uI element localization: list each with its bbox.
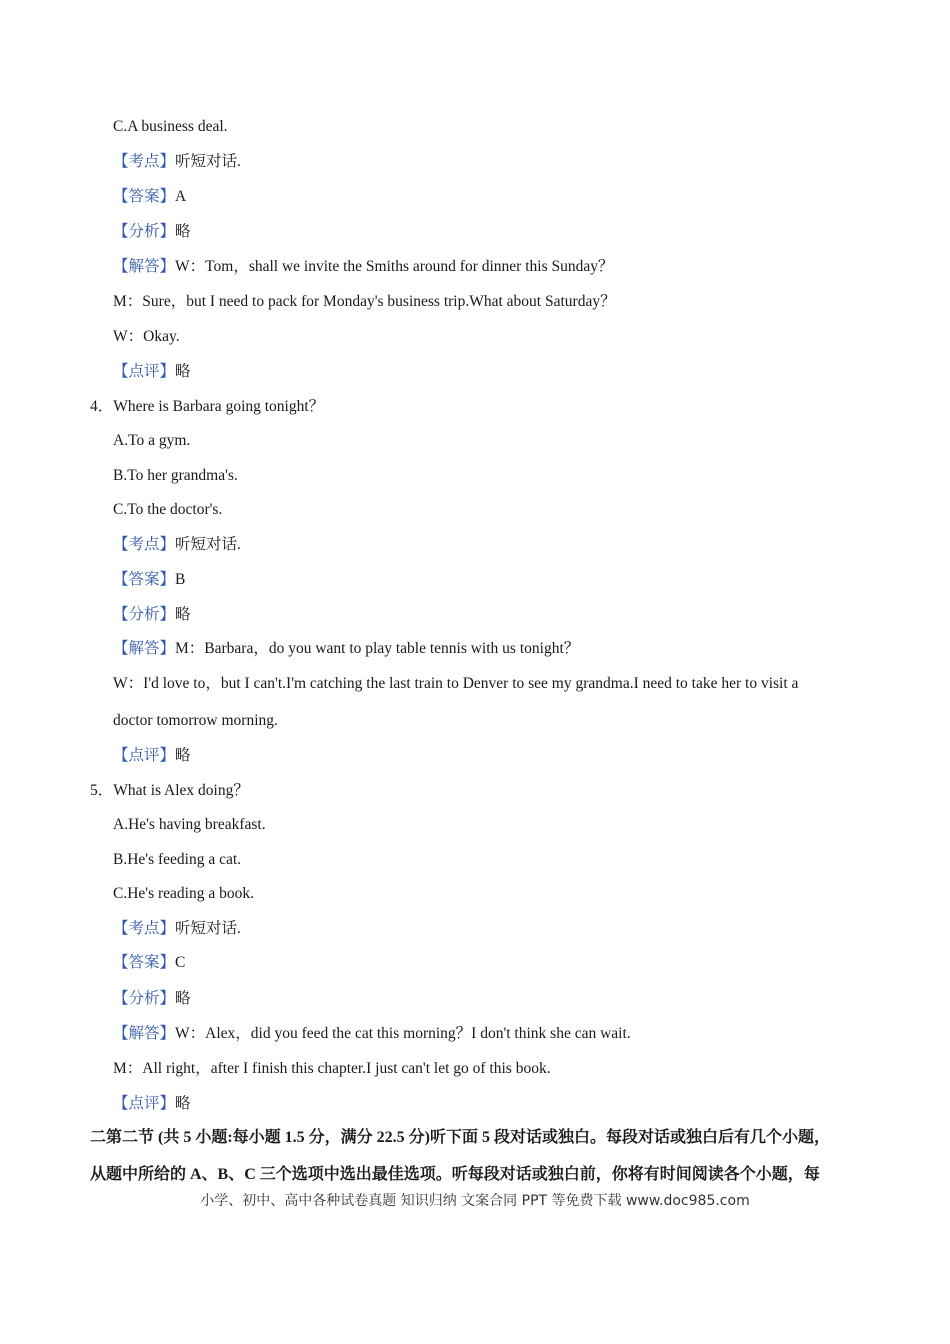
question-4: 4．Where is Barbara going tonight？ xyxy=(90,398,325,415)
analysis-line: 【分析】略 xyxy=(113,223,191,240)
option-c-line: C.To the doctor's. xyxy=(113,501,223,518)
kaodian-tag: 【考点】 xyxy=(113,920,176,937)
answer-tag: 【答案】 xyxy=(113,188,176,205)
option-c-line: C.A business deal. xyxy=(113,118,228,135)
dialogue-line: W：Okay. xyxy=(113,328,180,345)
solution-line: 【解答】W：Alex，did you feed the cat this morning？I don't think she can wait. xyxy=(113,1025,631,1042)
kaodian-tag: 【考点】 xyxy=(113,153,176,170)
option-c-line: C.He's reading a book. xyxy=(113,885,254,902)
dialogue-line: M：All right，after I finish this chapter.I just can't let go of this book. xyxy=(113,1060,551,1077)
comment-tag: 【点评】 xyxy=(113,363,176,380)
comment-tag: 【点评】 xyxy=(113,1095,176,1112)
section-instructions: 二第二节 (共 5 小题:每小题 1.5 分，满分 22.5 分)听下面 5 段对话或独白。每段对话或独白后有几个小题， xyxy=(90,1129,830,1146)
kaodian-line: 【考点】听短对话. xyxy=(113,536,241,553)
comment-tag: 【点评】 xyxy=(113,747,176,764)
question-5: 5．What is Alex doing？ xyxy=(90,782,249,799)
solution-line: 【解答】W：Tom，shall we invite the Smiths around for dinner this Sunday？ xyxy=(113,258,614,275)
answer-tag: 【答案】 xyxy=(113,954,176,971)
kaodian-line: 【考点】听短对话. xyxy=(113,153,241,170)
section-instructions: 从题中所给的 A、B、C 三个选项中选出最佳选项。听每段对话或独白前，你将有时间阅读各个小题，每 xyxy=(90,1166,820,1183)
dialogue-line: doctor tomorrow morning. xyxy=(113,712,278,729)
kaodian-tag: 【考点】 xyxy=(113,536,176,553)
option-b-line: B.To her grandma's. xyxy=(113,467,238,484)
dialogue-line: W：I'd love to，but I can't.I'm catching the last train to Denver to see my grandma.I need to take her to visit a xyxy=(113,675,799,692)
analysis-tag: 【分析】 xyxy=(113,606,176,623)
comment-line: 【点评】略 xyxy=(113,363,191,380)
analysis-tag: 【分析】 xyxy=(113,990,176,1007)
analysis-line: 【分析】略 xyxy=(113,606,191,623)
option-a-line: A.He's having breakfast. xyxy=(113,816,266,833)
solution-tag: 【解答】 xyxy=(113,640,176,657)
solution-tag: 【解答】 xyxy=(113,1025,176,1042)
option-a-line: A.To a gym. xyxy=(113,432,191,449)
answer-line: 【答案】C xyxy=(113,954,186,971)
solution-line: 【解答】M：Barbara，do you want to play table tennis with us tonight？ xyxy=(113,640,580,657)
comment-line: 【点评】略 xyxy=(113,747,191,764)
analysis-tag: 【分析】 xyxy=(113,223,176,240)
kaodian-line: 【考点】听短对话. xyxy=(113,920,241,937)
solution-tag: 【解答】 xyxy=(113,258,176,275)
answer-line: 【答案】A xyxy=(113,188,187,205)
answer-line: 【答案】B xyxy=(113,571,186,588)
page-footer: 小学、初中、高中各种试卷真题 知识归纳 文案合同 PPT 等免费下载 www.doc985.com xyxy=(200,1193,750,1209)
dialogue-line: M：Sure，but I need to pack for Monday's business trip.What about Saturday？ xyxy=(113,293,616,310)
analysis-line: 【分析】略 xyxy=(113,990,191,1007)
answer-tag: 【答案】 xyxy=(113,571,176,588)
comment-line: 【点评】略 xyxy=(113,1095,191,1112)
option-b-line: B.He's feeding a cat. xyxy=(113,851,242,868)
